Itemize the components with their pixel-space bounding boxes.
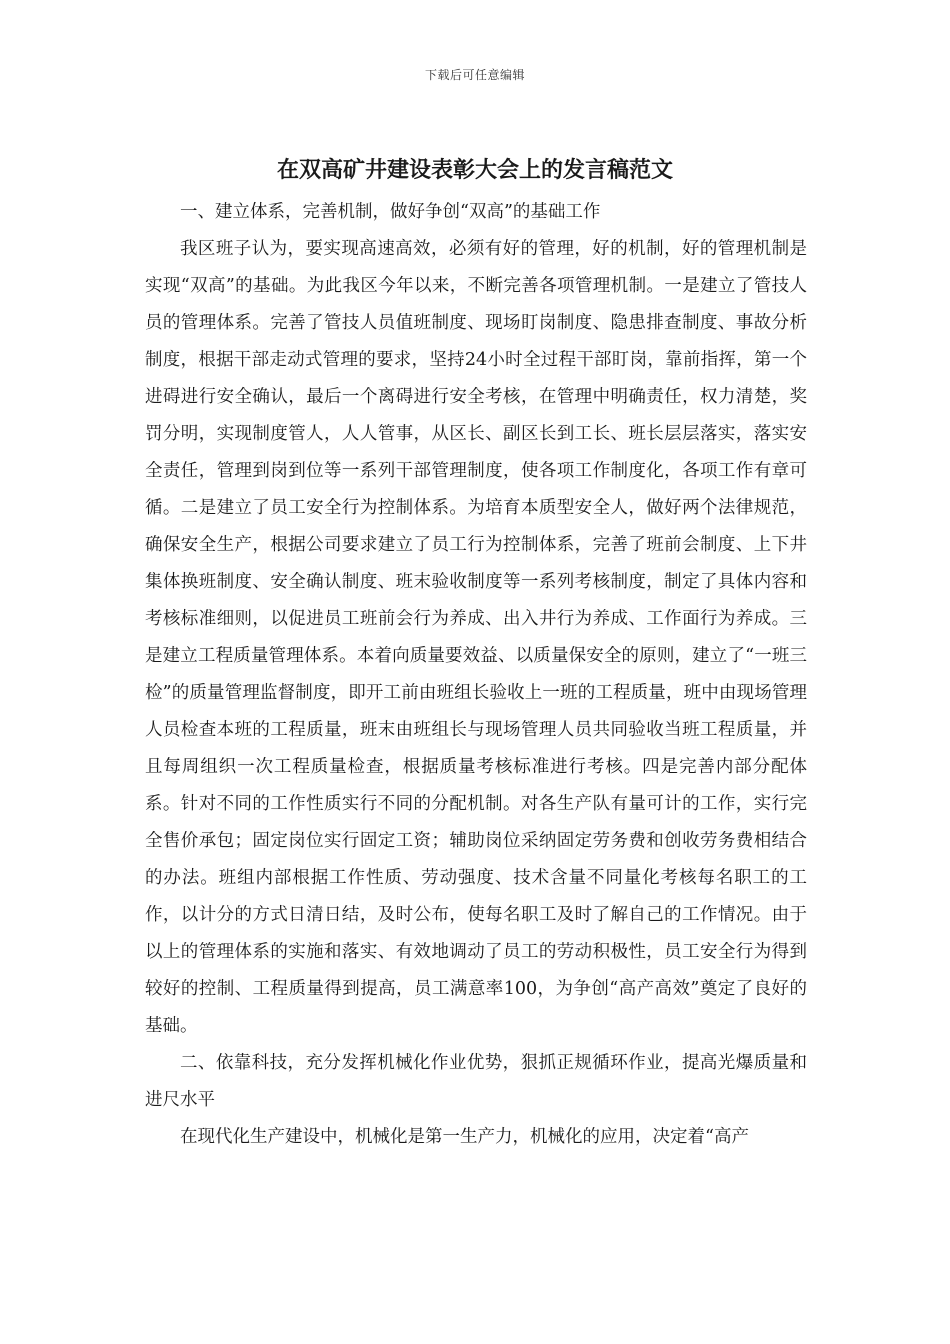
document-title: 在双高矿井建设表彰大会上的发言稿范文 [276,157,673,183]
body-paragraph-2: 在现代化生产建设中，机械化是第一生产力，机械化的应用，决定着“高产 [180,1127,749,1147]
section-heading-2: 二、依靠科技，充分发挥机械化作业优势，狠抓正规循环作业，提高光爆质量和进尺水平 [145,1053,807,1110]
body-paragraph-1: 我区班子认为，要实现高速高效，必须有好的管理，好的机制，好的管理机制是实现“双高”的基础。为此我区今年以来，不断完善各项管理机制。一是建立了管技人员的管理体系。完善了管技人员值班制度、现场盯岗制度、隐患排查制度、事故分析制度，根据干部走动式管理的要求，坚持24小时全过程干部盯岗，靠前指挥，第一个进碍进行安全确认，最后一个离碍进行安全考核，在管理中明确责任，权力清楚，奖罚分明，实现制度管人，人人管事，从区长、副区长到工长、班长层层落实，落实安全责任，管理到岗到位等一系列干部管理制度，使各项工作制度化，各项工作有章可循。二是建立了员工安全行为控制体系。为培育本质型安全人，做好两个法律规范，确保安全生产，根据公司要求建立了员工行为控制体系，完善了班前会制度、上下井集体换班制度、安全确认制度、班末验收制度等一系列考核制度，制定了具体内容和考核标准细则，以促进员工班前会行为养成、出入井行为养成、工作面行为养成。三是建立工程质量管理体系。本着向质量要效益、以质量保安全的原则，建立了“一班三检”的质量管理监督制度，即开工前由班组长验收上一班的工程质量，班中由现场管理人员检查本班的工程质量，班末由班组长与现场管理人员共同验收当班工程质量，并且每周组织一次工程质量检查，根据质量考核标准进行考核。四是完善内部分配体系。针对不同的工作性质实行不同的分配机制。对各生产队有量可计的工作，实行完全售价承包；固定岗位实行固定工资；辅助岗位采纳固定劳务费和创收劳务费相结合的办法。班组内部根据工作性质、劳动强度、技术含量不同量化考核每名职工的工作，以计分的方式日清日结，及时公布，使每名职工及时了解自己的工作情况。由于以上的管理体系的实施和落实、有效地调动了员工的劳动积极性，员工安全行为得到较好的控制、工程质量得到提高，员工满意率100，为争创“高产高效”奠定了良好的基础。 [145,239,807,1036]
page-header-note: 下载后可任意编辑 [424,68,525,82]
document-body [145,194,807,1156]
section-heading-1: 一、建立体系，完善机制，做好争创“双高”的基础工作 [180,202,601,222]
